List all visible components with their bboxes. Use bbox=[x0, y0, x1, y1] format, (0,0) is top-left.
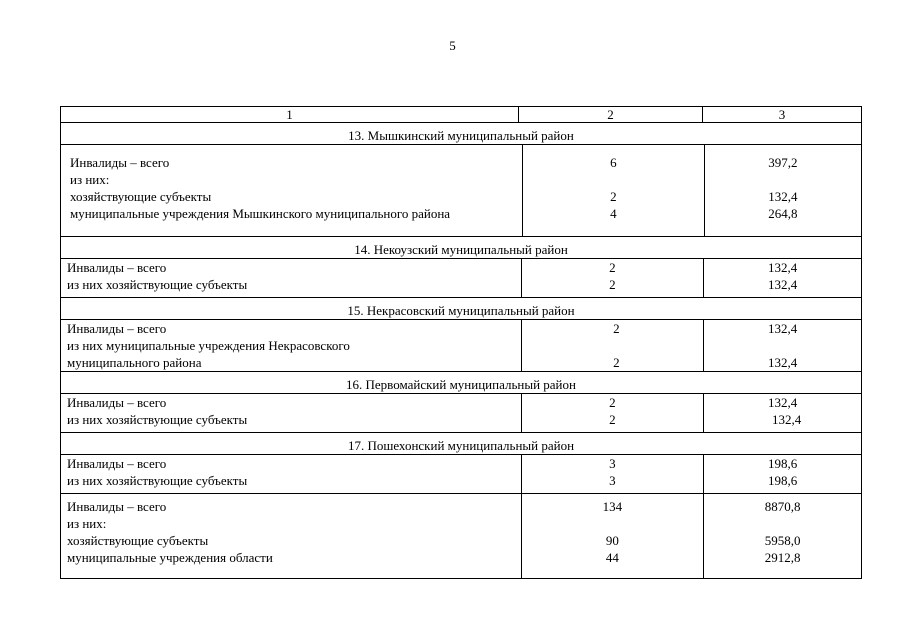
total-row bbox=[61, 493, 861, 578]
row-count: 90 bbox=[605, 533, 619, 548]
count-cell bbox=[521, 494, 704, 578]
amount-cell bbox=[703, 259, 861, 297]
section-data-row bbox=[61, 258, 861, 297]
section-data-row bbox=[61, 319, 861, 371]
row-amount bbox=[705, 171, 861, 188]
header-col-3: 3 bbox=[702, 107, 861, 122]
row-count: 3 bbox=[609, 473, 616, 488]
row-label: Инвалиды – всего bbox=[67, 321, 167, 336]
section-title-row bbox=[61, 297, 861, 319]
row-amount: 132,4 bbox=[767, 355, 798, 370]
row-count: 2 bbox=[613, 321, 620, 336]
row-label: хозяйствующие субъекты bbox=[67, 533, 209, 548]
row-amount: 198,6 bbox=[767, 473, 798, 488]
row-label: хозяйствующие субъекты bbox=[70, 189, 212, 204]
row-label: Инвалиды – всего bbox=[67, 395, 167, 410]
section-title-row bbox=[61, 432, 861, 454]
row-label: Инвалиды – всего bbox=[67, 456, 167, 471]
section-data-row bbox=[61, 144, 861, 236]
row-amount: 132,4 bbox=[771, 412, 802, 427]
section-title-row bbox=[61, 236, 861, 258]
row-count: 2 bbox=[609, 260, 616, 275]
amount-cell bbox=[703, 394, 861, 432]
count-cell bbox=[521, 455, 704, 493]
row-amount: 5958,0 bbox=[764, 533, 801, 548]
row-amount: 132,4 bbox=[767, 321, 798, 336]
row-amount bbox=[704, 515, 861, 532]
section-title: 16. Первомайский муниципальный район bbox=[346, 377, 576, 392]
section-title-row bbox=[61, 371, 861, 393]
row-amount: 2912,8 bbox=[764, 550, 801, 565]
row-label: из них: bbox=[70, 172, 110, 187]
row-amount: 132,4 bbox=[767, 277, 798, 292]
row-count bbox=[523, 171, 704, 188]
row-amount: 8870,8 bbox=[764, 499, 801, 514]
row-label: муниципальные учреждения области bbox=[67, 550, 273, 565]
section-title: 13. Мышкинский муниципальный район bbox=[348, 128, 574, 143]
section-data-row bbox=[61, 393, 861, 432]
section-title: 17. Пошехонский муниципальный район bbox=[347, 438, 575, 453]
row-count bbox=[526, 337, 708, 354]
row-label: Инвалиды – всего bbox=[70, 155, 170, 170]
section-title-row bbox=[61, 122, 861, 144]
count-cell bbox=[522, 145, 704, 236]
data-table bbox=[60, 106, 862, 579]
row-amount: 264,8 bbox=[768, 206, 798, 221]
row-amount: 132,4 bbox=[768, 189, 798, 204]
row-amount: 132,4 bbox=[767, 395, 798, 410]
row-count: 2 bbox=[609, 277, 616, 292]
labels-cell bbox=[61, 320, 521, 371]
row-amount bbox=[704, 337, 861, 354]
row-count: 2 bbox=[609, 412, 616, 427]
row-label: муниципальные учреждения Мышкинского муниципального района bbox=[70, 206, 451, 221]
row-count: 134 bbox=[602, 499, 623, 514]
labels-cell bbox=[61, 394, 521, 432]
row-count: 2 bbox=[609, 395, 616, 410]
row-count: 4 bbox=[610, 206, 617, 221]
section-title: 14. Некоузский муниципальный район bbox=[354, 242, 568, 257]
count-cell bbox=[521, 394, 704, 432]
labels-cell bbox=[61, 494, 521, 578]
row-label: из них муниципальные учреждения Некрасовского bbox=[67, 338, 350, 353]
amount-cell bbox=[704, 145, 861, 236]
row-count bbox=[522, 515, 704, 532]
header-col-1: 1 bbox=[286, 107, 293, 122]
row-amount: 198,6 bbox=[767, 456, 798, 471]
row-label: муниципального района bbox=[67, 355, 202, 370]
row-amount: 132,4 bbox=[767, 260, 798, 275]
labels-cell bbox=[61, 145, 522, 236]
row-count: 3 bbox=[609, 456, 616, 471]
row-label: из них хозяйствующие субъекты bbox=[67, 412, 248, 427]
amount-cell bbox=[703, 455, 861, 493]
row-label: Инвалиды – всего bbox=[67, 260, 167, 275]
page-number: 5 bbox=[449, 38, 456, 53]
count-cell bbox=[521, 320, 704, 371]
labels-cell bbox=[61, 259, 521, 297]
amount-cell bbox=[703, 494, 861, 578]
header-col-2: 2 bbox=[518, 107, 702, 122]
amount-cell bbox=[703, 320, 861, 371]
row-label: из них: bbox=[67, 516, 107, 531]
table-header-row bbox=[61, 107, 861, 122]
section-data-row bbox=[61, 454, 861, 493]
row-label: Инвалиды – всего bbox=[67, 499, 167, 514]
row-label: из них хозяйствующие субъекты bbox=[67, 473, 248, 488]
row-count: 6 bbox=[610, 155, 617, 170]
section-title: 15. Некрасовский муниципальный район bbox=[347, 303, 575, 318]
row-label: из них хозяйствующие субъекты bbox=[67, 277, 248, 292]
row-count: 2 bbox=[610, 189, 617, 204]
row-count: 44 bbox=[605, 550, 619, 565]
count-cell bbox=[521, 259, 704, 297]
row-amount: 397,2 bbox=[768, 155, 798, 170]
row-count: 2 bbox=[613, 355, 620, 370]
labels-cell bbox=[61, 455, 521, 493]
